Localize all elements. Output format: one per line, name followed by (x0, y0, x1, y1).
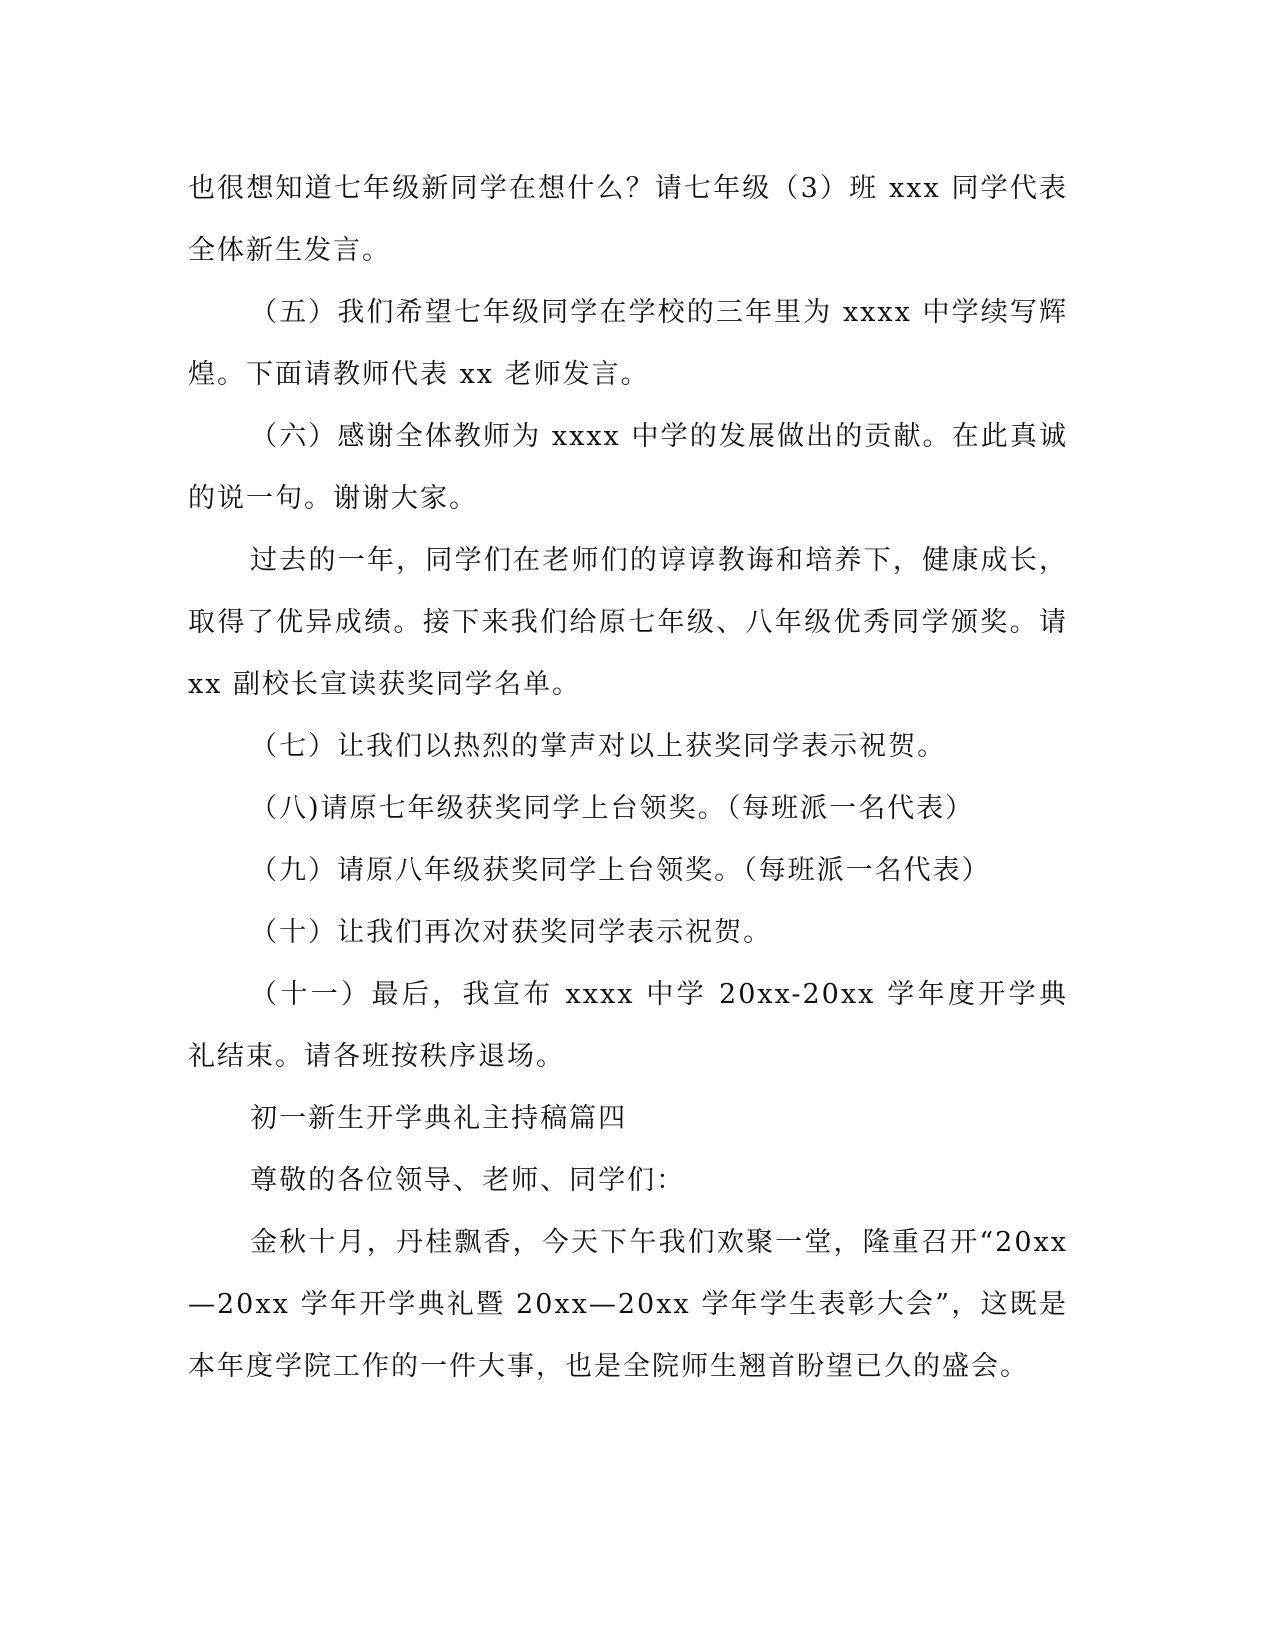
paragraph-item-7: （七）让我们以热烈的掌声对以上获奖同学表示祝贺。 (250, 731, 947, 762)
paragraph-item-5: （五）我们希望七年级同学在学校的三年里为 xxxx 中学续写辉煌。下面请教师代表 xx 老师发言。 (188, 297, 1068, 390)
paragraph-past-year: 过去的一年，同学们在老师们的谆谆教诲和培养下，健康成长，取得了优异成绩。接下来我们给原七年级、八年级优秀同学颁奖。请 xx 副校长宣读获奖同学名单。 (188, 545, 1068, 700)
salutation: 尊敬的各位领导、老师、同学们： (250, 1165, 686, 1196)
document-body (188, 158, 1068, 1398)
paragraph-item-11: （十一）最后，我宣布 xxxx 中学 20xx-20xx 学年度开学典礼结束。请各班按秩序退场。 (188, 979, 1068, 1072)
paragraph-item-6: （六）感谢全体教师为 xxxx 中学的发展做出的贡献。在此真诚的说一句。谢谢大家。 (188, 421, 1068, 514)
paragraph-continued-speech: 也很想知道七年级新同学在想什么？请七年级（3）班 xxx 同学代表全体新生发言。 (188, 173, 1068, 266)
paragraph-item-9: （九）请原八年级获奖同学上台领奖。（每班派一名代表） (250, 855, 991, 886)
paragraph-item-8: （八)请原七年级获奖同学上台领奖。（每班派一名代表） (250, 793, 975, 824)
section-heading: 初一新生开学典礼主持稿篇四 (250, 1103, 628, 1134)
paragraph-item-10: （十）让我们再次对获奖同学表示祝贺。 (250, 917, 773, 948)
paragraph-opening: 金秋十月，丹桂飘香，今天下午我们欢聚一堂，隆重召开“20xx—20xx 学年开学典礼暨 20xx—20xx 学年学生表彰大会”，这既是本年度学院工作的一件大事，也是全院师生翘首盼望已久的盛会。 (188, 1227, 1068, 1382)
